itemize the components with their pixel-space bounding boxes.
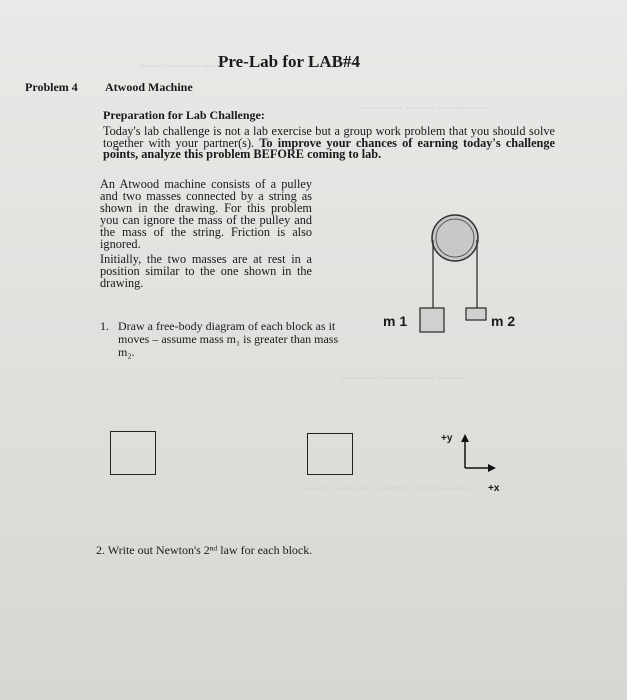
x-axis-label: +x	[488, 483, 500, 494]
question-1-number: 1.	[100, 319, 109, 333]
page-title: Pre-Lab for LAB#4	[218, 52, 360, 71]
problem-name: Atwood Machine	[105, 80, 193, 94]
x-axis-arrowhead	[488, 464, 496, 472]
description-paragraph-2: Initially, the two masses are at rest in a position similar to the one shown in the drawing.	[100, 252, 312, 290]
y-axis-label: +y	[441, 433, 453, 444]
pulley	[432, 215, 478, 261]
mass-1-block	[420, 308, 444, 332]
problem-number: Problem 4	[25, 80, 78, 94]
bleed-through-text: ~~~~~~ ~~~~ ~~~~~~~	[360, 100, 487, 115]
question-2: 2. Write out Newton's 2ⁿᵈ law for each block.	[96, 543, 313, 557]
mass-2-block	[466, 308, 486, 320]
fbd-box-1	[110, 431, 156, 475]
y-axis-arrowhead	[461, 434, 469, 442]
description-paragraph-1: An Atwood machine consists of a pulley and two masses connected by a string as shown in the drawing. For this problem you can ignore the mass of the pulley and the mass of the string. Friction is also ignored.	[100, 177, 312, 251]
bleed-through-text: ~~~ ~~~~~ ~~~	[140, 58, 224, 73]
fbd-box-2	[307, 433, 353, 475]
intro-bold-text: To improve your chances of earning today's challenge points, analyze this problem BEFORE coming to lab.	[103, 135, 555, 161]
bleed-through-text: ~~~~ ~~~~~~ ~~~~~ ~~~~~~~~	[300, 480, 472, 495]
mass-1-label: m 1	[383, 313, 408, 329]
bleed-through-text: ~~~~~ ~~~~~~~~ ~~~~	[340, 370, 467, 385]
intro-text: Today's lab challenge is not a lab exercise but a group work problem that you should solve together with your partner(s).	[103, 124, 555, 150]
question-1-text: Draw a free-body diagram of each block as it moves – assume mass m₁ is greater than mass m₂.	[118, 319, 339, 359]
mass-2-label: m 2	[491, 313, 516, 329]
section-heading: Preparation for Lab Challenge:	[103, 108, 265, 122]
